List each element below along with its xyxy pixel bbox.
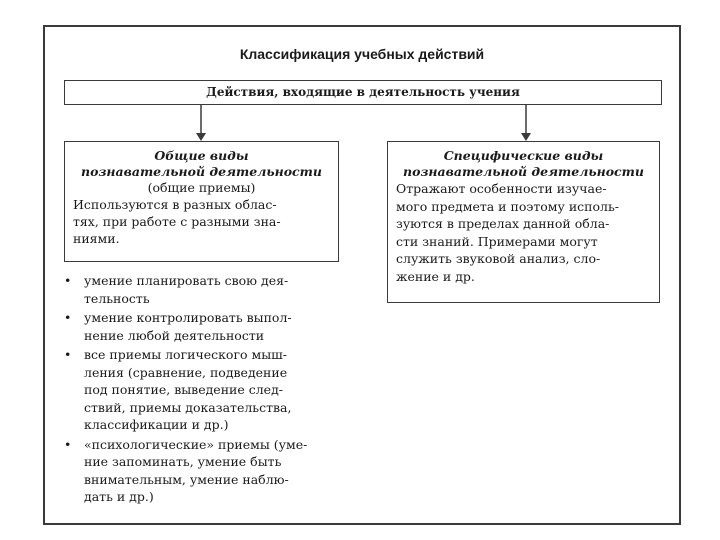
general-skills-list [60, 272, 342, 508]
bullet-icon: • [64, 347, 72, 362]
arrow-right [520, 104, 532, 142]
list-item [60, 309, 342, 344]
list-item-line: дать и др.) [84, 489, 154, 504]
list-item-line: умение контролировать выпол- [84, 310, 292, 325]
diagram-title: Классификация учебных действий [239, 46, 485, 62]
list-item [60, 272, 342, 307]
list-item-line: под понятие, выведение след- [84, 382, 283, 397]
list-item-line: нение любой деятельности [84, 327, 265, 343]
list-item-line: «психологические» приемы (уме- [84, 436, 308, 452]
left-heading-line2: познавательной деятельности [81, 164, 322, 179]
left-text-line: Используются в разных облас- [73, 197, 277, 212]
left-text-line: тях, при работе с разными зна- [73, 214, 281, 229]
left-text-line: ниями. [73, 231, 120, 246]
list-item-line: ние запоминать, умение быть [84, 454, 282, 469]
bullet-icon: • [64, 436, 72, 452]
list-item-line: ления (сравнение, подведение [84, 364, 288, 380]
list-item-line: все приемы логического мыш- [84, 347, 288, 362]
list-item-line: умение планировать свою дея- [84, 273, 289, 288]
right-text-line: зуются в пределах данной обла- [396, 216, 610, 231]
list-item-line: тельность [84, 290, 150, 306]
right-text-line: служить звуковой анализ, сло- [396, 251, 601, 266]
specific-activity-box [387, 141, 660, 303]
top-box: Действия, входящие в деятельность учения [64, 80, 662, 105]
left-text [65, 196, 338, 247]
list-item-line: внимательным, умение наблю- [84, 471, 289, 487]
list-item-line: ствий, приемы доказательства, [84, 399, 292, 415]
right-text-line: Отражают особенности изучае- [396, 181, 607, 196]
bullet-icon: • [64, 310, 72, 325]
list-item-line: классификации и др.) [84, 417, 229, 432]
right-heading-line1: Специфические виды [443, 148, 604, 163]
list-item [60, 436, 342, 506]
left-subheading: (общие приемы) [147, 180, 256, 195]
list-item [60, 346, 342, 434]
arrow-left [195, 104, 207, 142]
right-text [388, 180, 659, 285]
right-heading-line2: познавательной деятельности [403, 164, 644, 179]
left-heading-line1: Общие виды [154, 148, 249, 163]
general-activity-box [64, 141, 339, 262]
right-text-line: сти знаний. Примерами могут [396, 233, 598, 249]
right-text-line: мого предмета и поэтому исполь- [396, 198, 619, 214]
right-text-line: жение и др. [396, 268, 475, 284]
bullet-icon: • [64, 273, 72, 288]
